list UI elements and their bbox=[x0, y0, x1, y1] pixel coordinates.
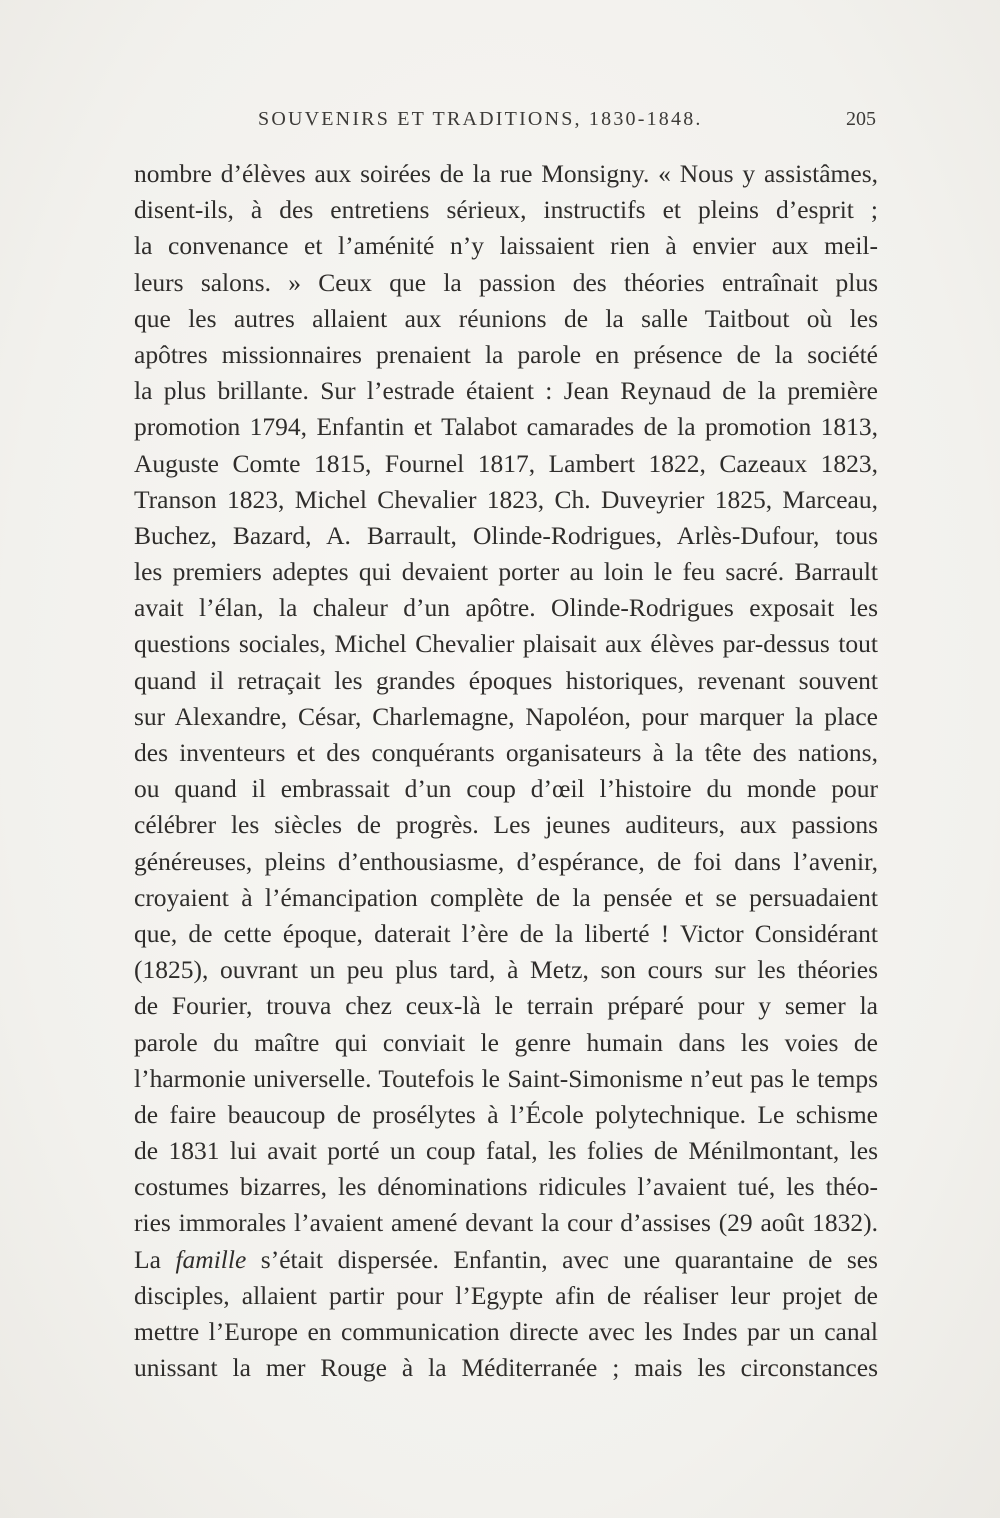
line-end-text: s’était dispersée. Enfantin, avec une quarantaine de ses bbox=[246, 1244, 878, 1274]
text-line: la plus brillante. Sur l’estrade étaient : Jean Reynaud de la première bbox=[134, 376, 878, 406]
text-line: ou quand il embrassait d’un coup d’œil l’histoire du monde pour bbox=[134, 774, 878, 804]
text-line: costumes bizarres, les dénominations ridicules l’avaient tué, les théo- bbox=[134, 1172, 878, 1202]
text-line: apôtres missionnaires prenaient la parole en présence de la société bbox=[134, 339, 878, 369]
text-line: mettre l’Europe en communication directe avec les Indes par un canal bbox=[134, 1317, 878, 1346]
text-line: célébrer les siècles de progrès. Les jeunes auditeurs, aux passions bbox=[134, 810, 878, 840]
text-line: de 1831 lui avait porté un coup fatal, les folies de Ménilmontant, les bbox=[134, 1136, 878, 1166]
running-head bbox=[134, 108, 878, 138]
text-line: Buchez, Bazard, A. Barrault, Olinde-Rodrigues, Arlès-Dufour, tous bbox=[134, 520, 878, 550]
text-line: questions sociales, Michel Chevalier plaisait aux élèves par-dessus tout bbox=[134, 629, 878, 659]
text-line: généreuses, pleins d’enthousiasme, d’espérance, de foi dans l’avenir, bbox=[134, 846, 878, 876]
text-line: parole du maître qui conviait le genre humain dans les voies de bbox=[134, 1027, 878, 1057]
body-text bbox=[134, 156, 878, 1386]
text-line: des inventeurs et des conquérants organisateurs à la tête des nations, bbox=[134, 738, 878, 767]
text-line: quand il retraçait les grandes époques historiques, revenant souvent bbox=[134, 665, 878, 695]
line-start-text: La bbox=[134, 1244, 176, 1274]
page-number: 205 bbox=[846, 108, 876, 130]
text-line: nombre d’élèves aux soirées de la rue Monsigny. « Nous y assistâmes, bbox=[134, 159, 878, 188]
text-line-with-italic bbox=[134, 1242, 878, 1278]
text-line: la convenance et l’aménité n’y laissaient rien à envier aux meil- bbox=[134, 231, 878, 261]
text-line: croyaient à l’émancipation complète de la pensée et se persuadaient bbox=[134, 882, 878, 912]
text-line: que les autres allaient aux réunions de la salle Taitbout où les bbox=[134, 303, 878, 333]
text-line: ries immorales l’avaient amené devant la cour d’assises (29 août 1832). bbox=[134, 1208, 878, 1238]
text-line: les premiers adeptes qui devaient porter au loin le feu sacré. Barrault bbox=[134, 557, 878, 587]
text-line: disent-ils, à des entretiens sérieux, instructifs et pleins d’esprit ; bbox=[134, 195, 878, 225]
text-line: de faire beaucoup de prosélytes à l’École polytechnique. Le schisme bbox=[134, 1099, 878, 1129]
text-line: promotion 1794, Enfantin et Talabot camarades de la promotion 1813, bbox=[134, 412, 878, 442]
text-line: unissant la mer Rouge à la Méditerranée ; mais les circonstances bbox=[134, 1353, 878, 1383]
running-title: SOUVENIRS ET TRADITIONS, 1830-1848. bbox=[258, 108, 703, 130]
text-line: (1825), ouvrant un peu plus tard, à Metz, son cours sur les théories bbox=[134, 955, 878, 985]
text-line: leurs salons. » Ceux que la passion des théories entraînait plus bbox=[134, 267, 878, 297]
text-line: avait l’élan, la chaleur d’un apôtre. Olinde-Rodrigues exposait les bbox=[134, 593, 878, 623]
text-line: de Fourier, trouva chez ceux-là le terrain préparé pour y semer la bbox=[134, 991, 878, 1021]
text-line: que, de cette époque, daterait l’ère de la liberté ! Victor Considérant bbox=[134, 918, 878, 948]
text-line: sur Alexandre, César, Charlemagne, Napoléon, pour marquer la place bbox=[134, 701, 878, 731]
text-line: l’harmonie universelle. Toutefois le Saint-Simonisme n’eut pas le temps bbox=[134, 1063, 878, 1093]
text-line: Auguste Comte 1815, Fournel 1817, Lambert 1822, Cazeaux 1823, bbox=[134, 448, 878, 478]
text-line: disciples, allaient partir pour l’Egypte afin de réaliser leur projet de bbox=[134, 1280, 878, 1310]
italic-word: famille bbox=[175, 1244, 247, 1274]
text-line: Transon 1823, Michel Chevalier 1823, Ch. Duveyrier 1825, Marceau, bbox=[134, 484, 878, 514]
